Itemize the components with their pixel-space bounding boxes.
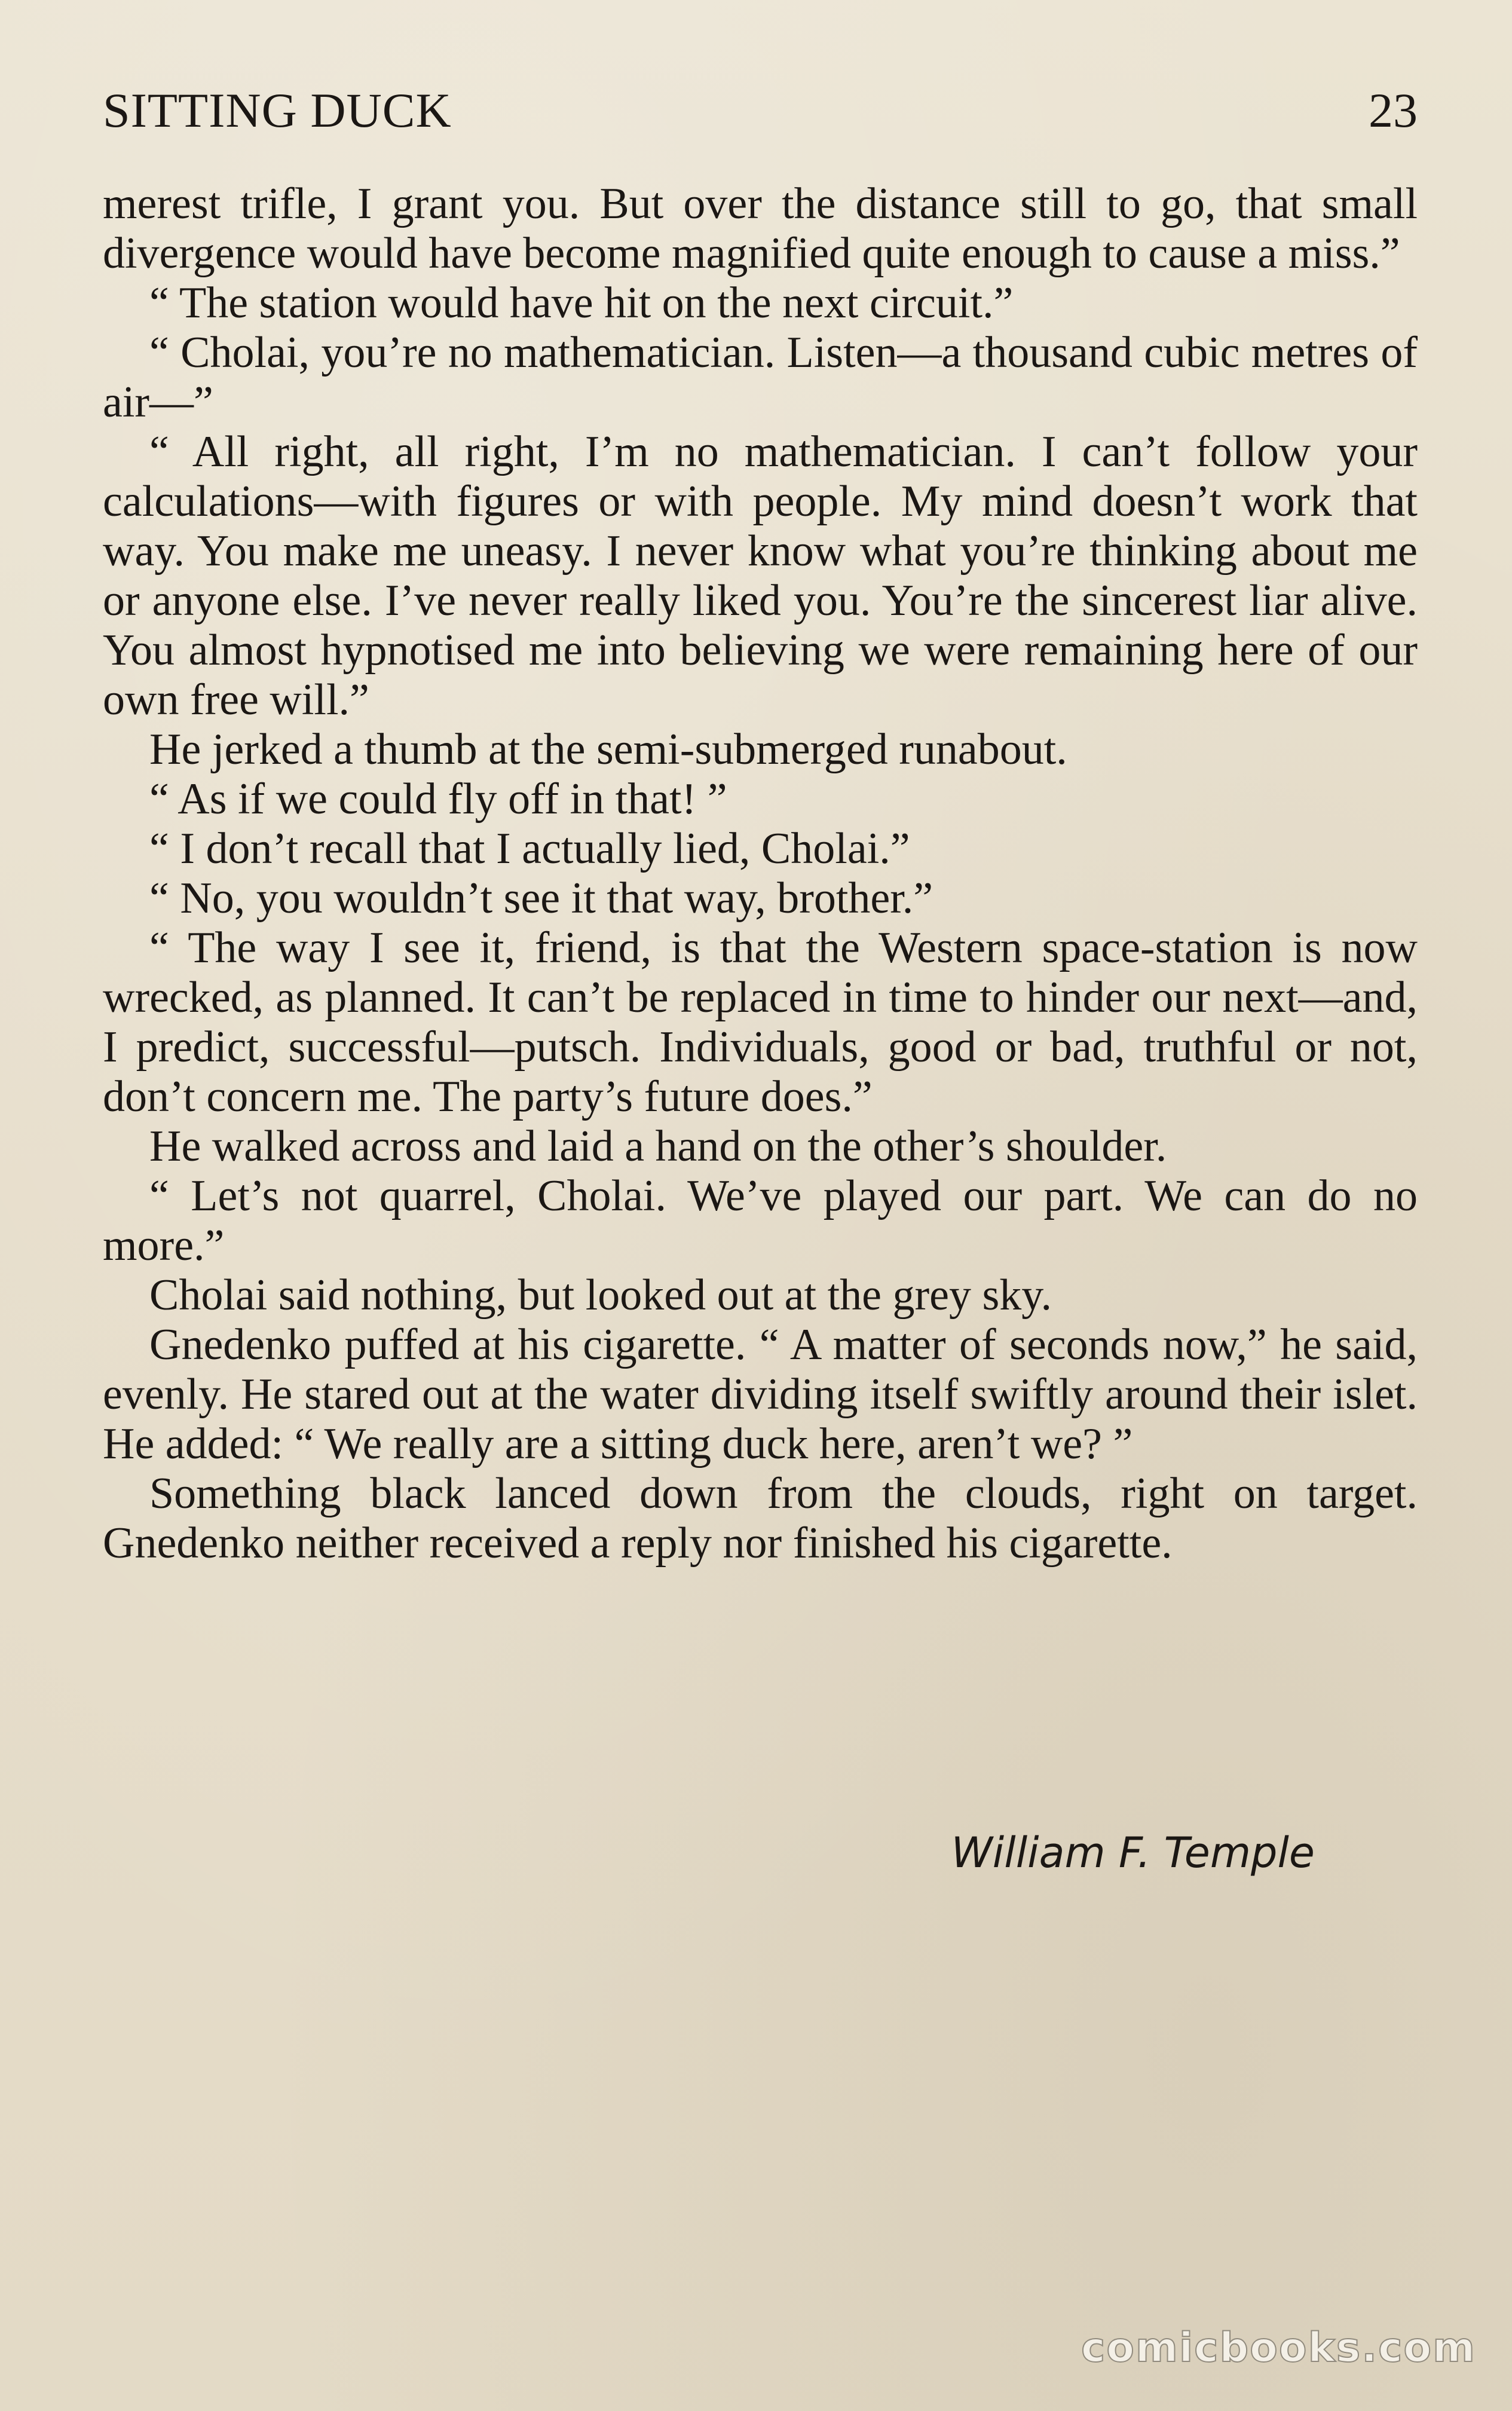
paragraph: “ The station would have hit on the next circuit.” <box>149 279 1014 328</box>
paragraph: “ All right, all right, I’m no mathematician. I can’t follow your calculations—with figures or with people. My mind doesn’t work that way. You make me uneasy. I never know what you’re thinking about me or anyone else. I’ve never really liked you. You’re the sincerest liar alive. You almost hypnotised me into believing we were remaining here of our own free will.” <box>103 427 1418 724</box>
story-text <box>103 179 1418 1568</box>
paragraph: “ I don’t recall that I actually lied, Cholai.” <box>149 824 910 873</box>
paragraph: “ Cholai, you’re no mathematician. Listen—a thousand cubic metres of air—” <box>103 328 1418 427</box>
watermark-logo: comicbooks.com <box>1081 2324 1476 2372</box>
paragraph: “ The way I see it, friend, is that the Western space-station is now wrecked, as planned. It can’t be replaced in time to hinder our next—and, I predict, successful—putsch. Individuals, good or bad, truthful or not, don’t concern me. The party’s future does.” <box>103 923 1418 1121</box>
paragraph: “ Let’s not quarrel, Cholai. We’ve played our part. We can do no more.” <box>103 1171 1418 1270</box>
paragraph: Something black lanced down from the clouds, right on target. Gnedenko neither received a reply nor finished his cigarette. <box>103 1469 1418 1568</box>
running-title: SITTING DUCK <box>103 83 452 137</box>
author-signature: William F. Temple <box>951 1828 1315 1877</box>
page-header <box>103 78 1418 143</box>
page-number: 23 <box>1369 83 1418 137</box>
paragraph: He jerked a thumb at the semi-submerged runabout. <box>149 725 1067 774</box>
paragraph: “ As if we could fly off in that! ” <box>149 775 727 824</box>
paragraph: He walked across and laid a hand on the other’s shoulder. <box>149 1122 1167 1171</box>
paragraph: merest trifle, I grant you. But over the distance still to go, that small divergence would have become magnified quite enough to cause a miss.” <box>103 179 1418 278</box>
paragraph: “ No, you wouldn’t see it that way, brother.” <box>149 874 933 923</box>
paragraph: Gnedenko puffed at his cigarette. “ A matter of seconds now,” he said, evenly. He stared out at the water dividing itself swiftly around their islet. He added: “ We really are a sitting duck here, aren’t we? ” <box>103 1320 1418 1468</box>
paragraph: Cholai said nothing, but looked out at the grey sky. <box>149 1271 1052 1320</box>
